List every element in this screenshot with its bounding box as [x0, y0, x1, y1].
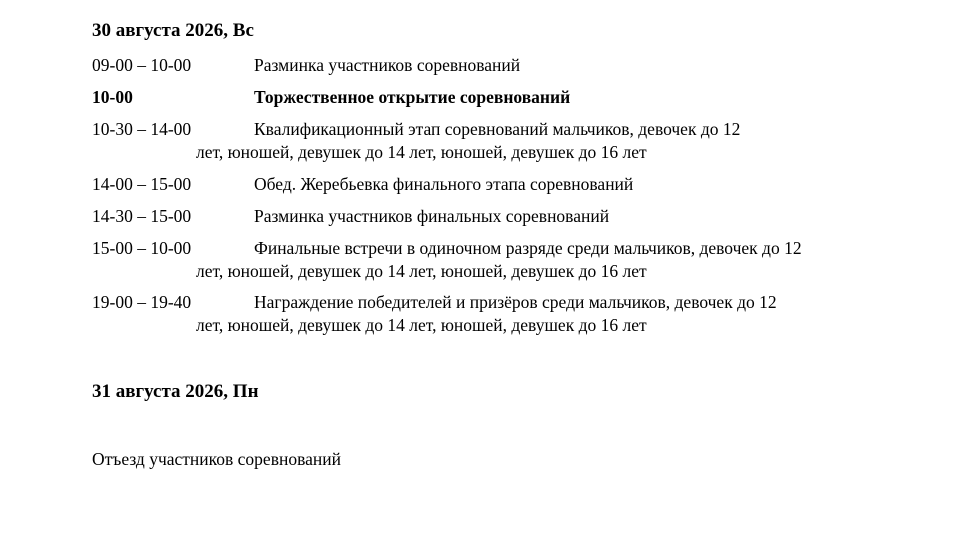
schedule-entry: [92, 205, 912, 228]
day-heading: 31 августа 2026, Пн: [92, 381, 259, 402]
entry-description-continued: лет, юношей, девушек до 14 лет, юношей, девушек до 16 лет: [196, 261, 647, 281]
entry-description: Финальные встречи в одиночном разряде среди мальчиков, девочек до 12: [254, 238, 802, 258]
entry-time: 10-00: [92, 87, 133, 107]
schedule-entry: [92, 86, 912, 109]
entry-description: Квалификационный этап соревнований мальчиков, девочек до 12: [254, 119, 741, 139]
entry-description: Награждение победителей и призёров среди мальчиков, девочек до 12: [254, 292, 777, 312]
schedule-entry: [92, 118, 912, 164]
entry-description: Торжественное открытие соревнований: [254, 87, 571, 107]
day-heading: 30 августа 2026, Вс: [92, 20, 254, 41]
entry-time: 15-00 – 10-00: [92, 238, 192, 258]
entry-description-continued: лет, юношей, девушек до 14 лет, юношей, девушек до 16 лет: [196, 142, 647, 162]
entry-description: Разминка участников финальных соревнований: [254, 206, 610, 226]
departure-text: Отъезд участников соревнований: [92, 449, 341, 469]
schedule-entry: [92, 54, 912, 77]
schedule-entry: [92, 237, 912, 283]
entry-time: 10-30 – 14-00: [92, 119, 192, 139]
entry-time: 14-00 – 15-00: [92, 174, 192, 194]
entry-time: 19-00 – 19-40: [92, 292, 192, 312]
entry-time: 14-30 – 15-00: [92, 206, 192, 226]
entry-description-continued: лет, юношей, девушек до 14 лет, юношей, девушек до 16 лет: [196, 315, 647, 335]
entry-description: Разминка участников соревнований: [254, 55, 521, 75]
schedule-entry: [92, 173, 912, 196]
entry-description: Обед. Жеребьевка финального этапа соревнований: [254, 174, 634, 194]
schedule-entry: [92, 291, 912, 337]
entry-time: 09-00 – 10-00: [92, 55, 192, 75]
